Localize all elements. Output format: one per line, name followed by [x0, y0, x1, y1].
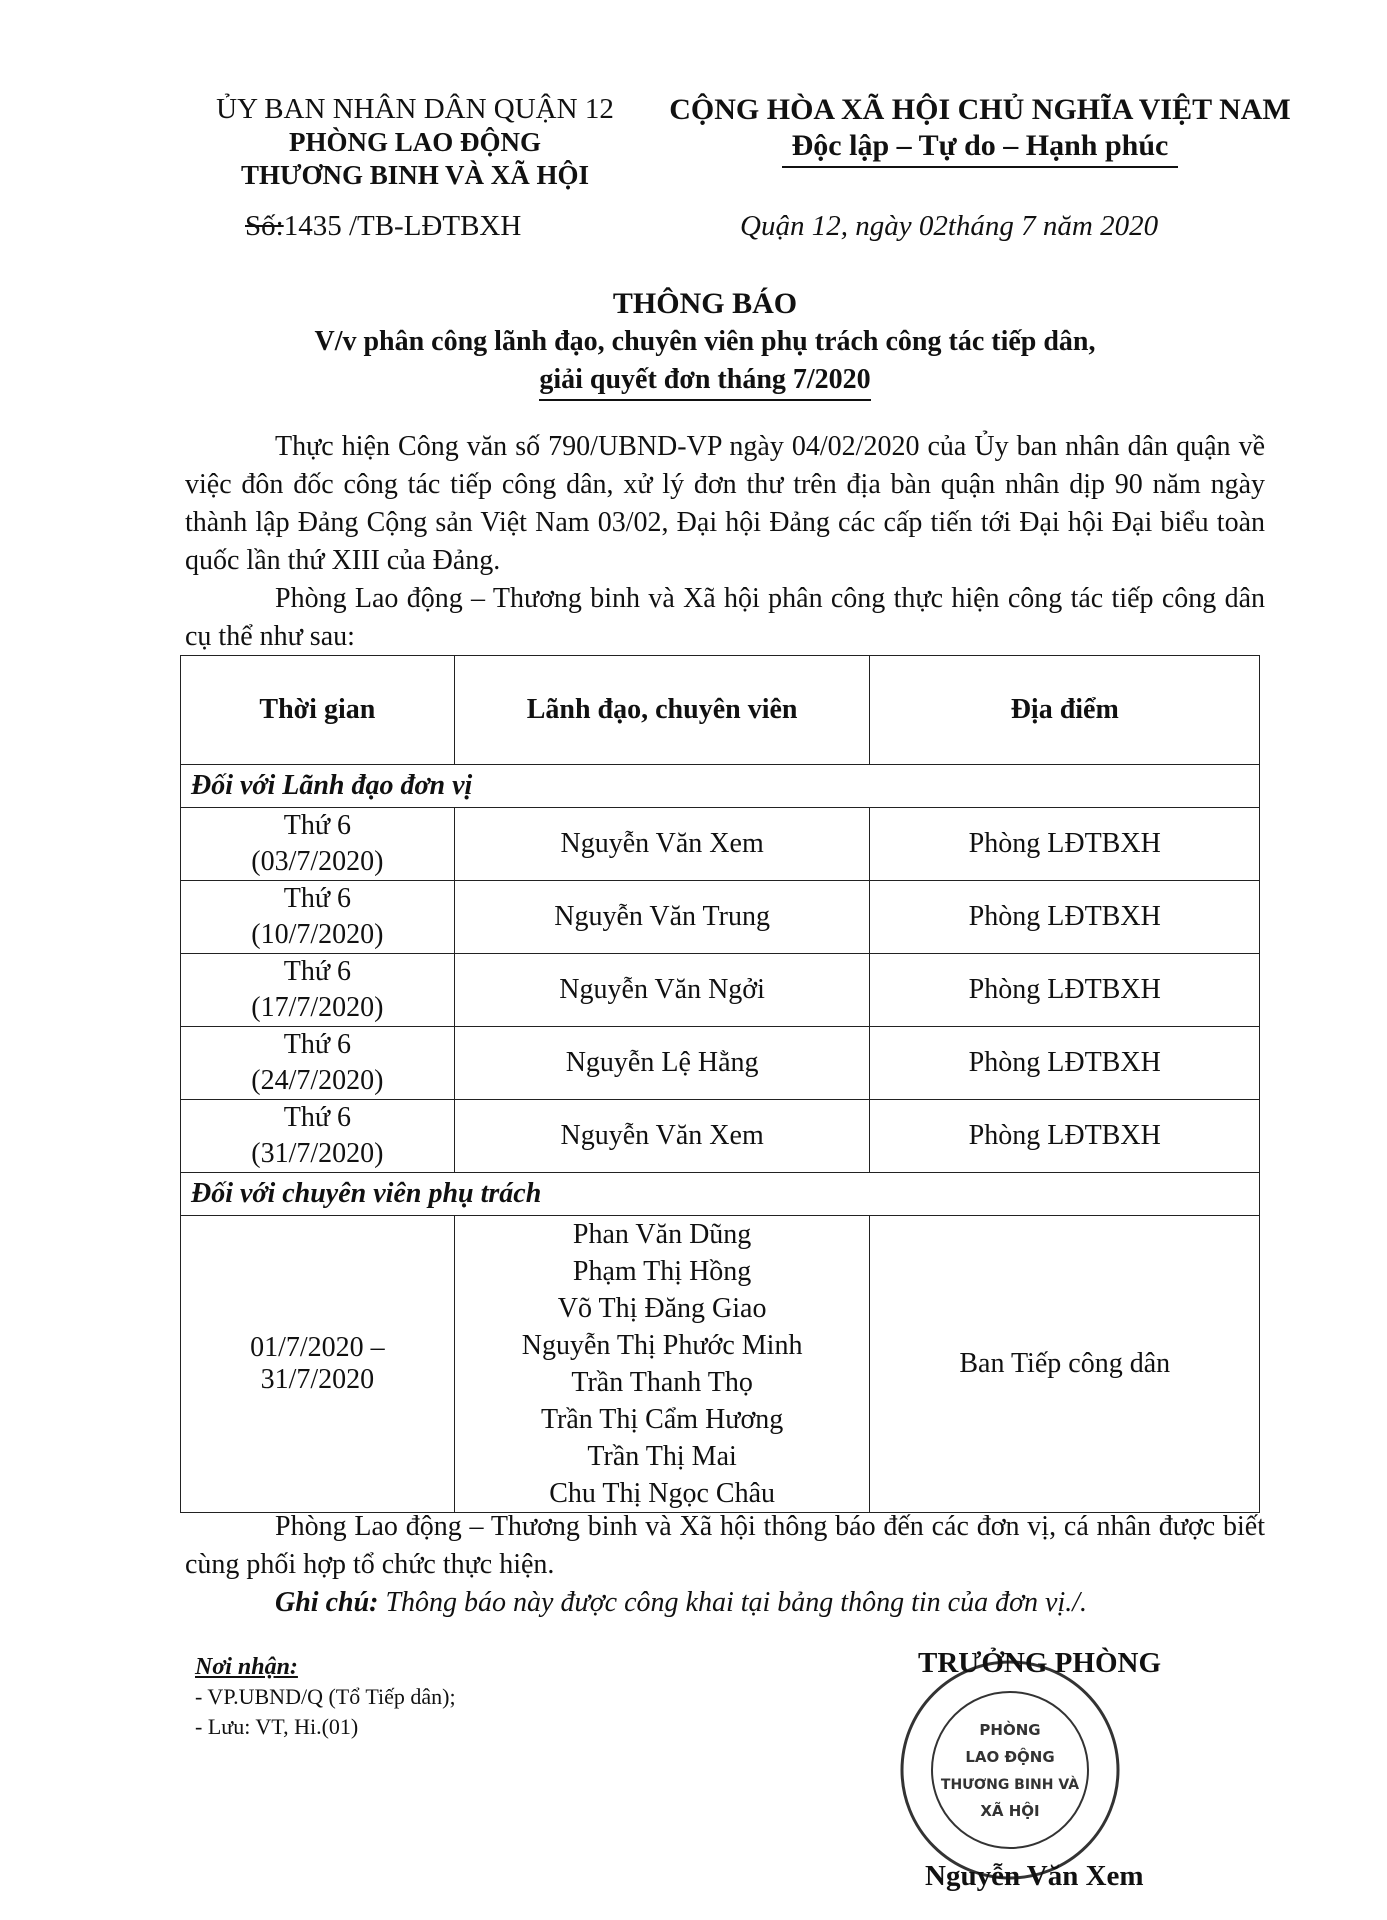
stamp-line: PHÒNG: [979, 1721, 1041, 1739]
nation-motto: Độc lập – Tự do – Hạnh phúc: [782, 128, 1179, 168]
staff-name: Phan Văn Dũng: [572, 1219, 752, 1250]
national-header: [655, 92, 1305, 168]
body-paragraph-1: Thực hiện Công văn số 790/UBND-VP ngày 04/02/2020 của Ủy ban nhân dân quận về việc đôn đốc công tác tiếp công dân, xử lý đơn thư trên địa bàn quận nhân dịp 90 năm ngày thành lập Đảng Cộng sản Việt Nam 03/02, Đại hội Đảng các cấp tiến tới Đại hội Đại biểu toàn quốc lần thứ XIII của Đảng.: [185, 431, 1265, 576]
body-paragraph-3: Phòng Lao động – Thương binh và Xã hội thông báo đến các đơn vị, cá nhân được biết cùng phối hợp tổ chức thực hiện.: [185, 1511, 1265, 1580]
row-location: Phòng LĐTBXH: [870, 1027, 1260, 1100]
staff-period-end: 31/7/2020: [260, 1364, 375, 1395]
header-person: Lãnh đạo, chuyên viên: [454, 656, 870, 765]
row-person: Nguyễn Văn Trung: [454, 881, 870, 954]
nation-line1: CỘNG HÒA XÃ HỘI CHỦ NGHĨA VIỆT NAM: [669, 93, 1291, 126]
row-location: Phòng LĐTBXH: [870, 808, 1260, 881]
staff-name: Nguyễn Thị Phước Minh: [521, 1330, 803, 1361]
staff-name: Trần Thị Cẩm Hương: [540, 1404, 784, 1435]
staff-name: Võ Thị Đăng Giao: [557, 1293, 767, 1324]
table-row: [181, 954, 1260, 1027]
row-date: (24/7/2020): [251, 1065, 384, 1096]
schedule-table: [180, 655, 1260, 1513]
signer-name: Nguyễn Văn Xem: [925, 1860, 1144, 1892]
note-paragraph: [185, 1584, 1265, 1622]
doc-title: THÔNG BÁO: [612, 287, 798, 320]
doc-no-value: 1435 /TB-LĐTBXH: [283, 210, 522, 242]
stamp-line: XÃ HỘI: [980, 1802, 1040, 1820]
agency-line3: THƯƠNG BINH VÀ XÃ HỘI: [240, 160, 590, 190]
note-text: Thông báo này được công khai tại bảng thông tin của đơn vị./.: [378, 1587, 1087, 1618]
table-header-row: [181, 656, 1260, 765]
note-label: Ghi chú:: [275, 1587, 379, 1618]
staff-name: Phạm Thị Hồng: [572, 1256, 752, 1287]
header-location: Địa điểm: [870, 656, 1260, 765]
staff-location: Ban Tiếp công dân: [870, 1216, 1260, 1513]
title-block: [150, 285, 1260, 401]
doc-no-prefix: Số:: [245, 210, 284, 242]
staff-period-start: 01/7/2020 –: [250, 1332, 385, 1363]
table-row: [181, 808, 1260, 881]
recipients-block: [195, 1652, 456, 1742]
staff-name: Chu Thị Ngọc Châu: [549, 1478, 776, 1509]
doc-subject-line2: giải quyết đơn tháng 7/2020: [539, 361, 870, 401]
signer-title: TRƯỞNG PHÒNG: [918, 1647, 1162, 1679]
row-location: Phòng LĐTBXH: [870, 1100, 1260, 1173]
recipient-item: - Lưu: VT, Hi.(01): [195, 1714, 359, 1739]
body-paragraph-2: Phòng Lao động – Thương binh và Xã hội phân công thực hiện công tác tiếp công dân cụ thể như sau:: [185, 583, 1265, 652]
header-time: Thời gian: [181, 656, 455, 765]
group-leaders-label: Đối với Lãnh đạo đơn vị: [181, 765, 1260, 808]
row-person: Nguyễn Văn Ngởi: [454, 954, 870, 1027]
row-person: Nguyễn Văn Xem: [454, 1100, 870, 1173]
table-row: [181, 1027, 1260, 1100]
row-day: Thứ 6: [283, 810, 351, 841]
row-location: Phòng LĐTBXH: [870, 954, 1260, 1027]
official-stamp-icon: [895, 1655, 1125, 1885]
row-date: (10/7/2020): [251, 919, 384, 950]
agency-header: [190, 92, 640, 192]
row-person: Nguyễn Lệ Hằng: [454, 1027, 870, 1100]
row-date: (31/7/2020): [251, 1138, 384, 1169]
recipients-heading: Nơi nhận:: [195, 1654, 298, 1680]
staff-name: Trần Thanh Thọ: [571, 1367, 753, 1398]
row-day: Thứ 6: [283, 1102, 351, 1133]
staff-name: Trần Thị Mai: [587, 1441, 737, 1472]
table-row: [181, 881, 1260, 954]
table-row: [181, 1100, 1260, 1173]
table-row: [181, 1216, 1260, 1513]
agency-line1: ỦY BAN NHÂN DÂN QUẬN 12: [216, 93, 614, 125]
row-date: (03/7/2020): [251, 846, 384, 877]
agency-line2: PHÒNG LAO ĐỘNG: [288, 127, 541, 157]
group-staff-label: Đối với chuyên viên phụ trách: [181, 1173, 1260, 1216]
stamp-line: THƯƠNG BINH VÀ: [940, 1777, 1080, 1793]
row-person: Nguyễn Văn Xem: [454, 808, 870, 881]
row-date: (17/7/2020): [251, 992, 384, 1023]
row-day: Thứ 6: [283, 1029, 351, 1060]
staff-name-list: [454, 1216, 870, 1513]
row-location: Phòng LĐTBXH: [870, 881, 1260, 954]
place-date: Quận 12, ngày 02tháng 7 năm 2020: [740, 210, 1159, 242]
doc-subject-line1: V/v phân công lãnh đạo, chuyên viên phụ trách công tác tiếp dân,: [314, 326, 1096, 357]
row-day: Thứ 6: [283, 956, 351, 987]
row-day: Thứ 6: [283, 883, 351, 914]
stamp-line: LAO ĐỘNG: [965, 1748, 1055, 1766]
recipient-item: - VP.UBND/Q (Tổ Tiếp dân);: [195, 1684, 456, 1709]
document-number: [245, 210, 521, 243]
